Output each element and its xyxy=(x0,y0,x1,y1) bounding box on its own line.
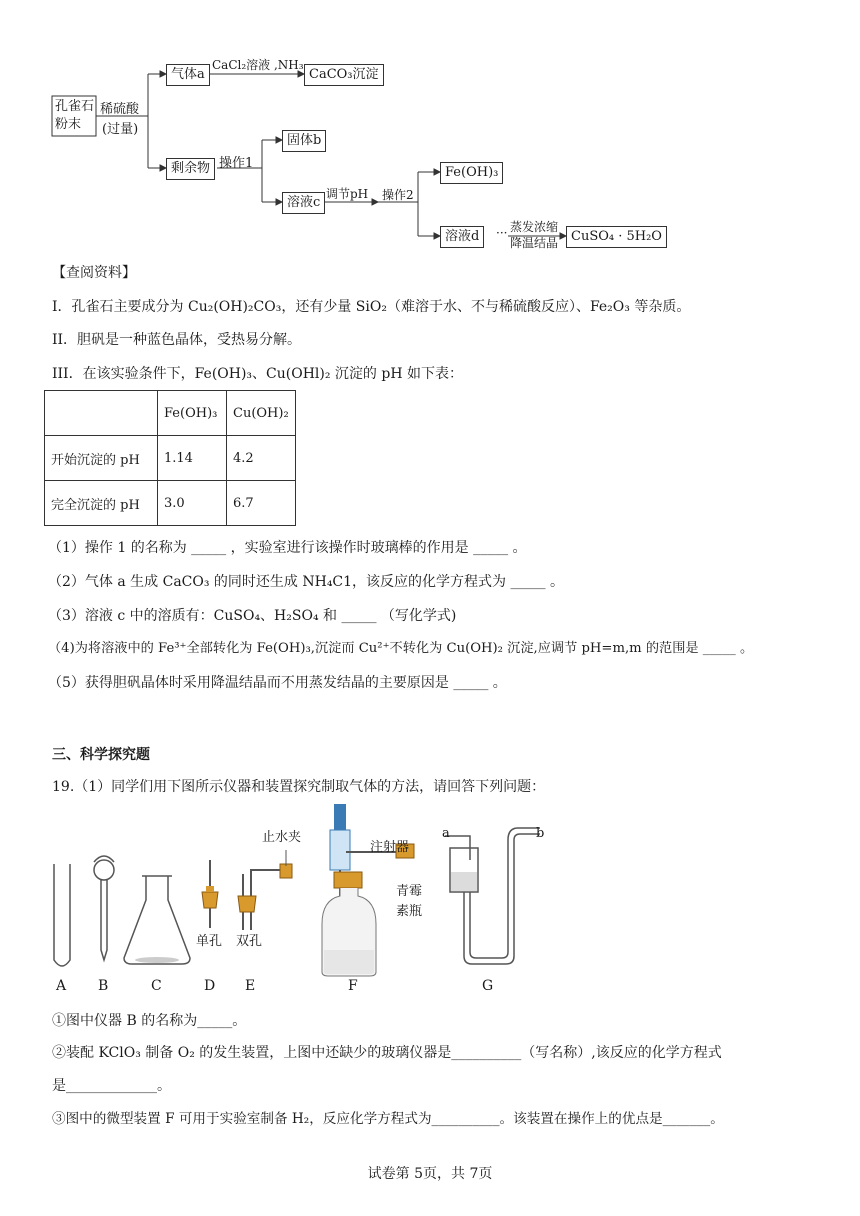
label-g: G xyxy=(482,978,494,994)
label-d: D xyxy=(204,978,216,994)
adjust-ph-label: 调节pH xyxy=(326,187,369,201)
acid-label: 稀硫酸 xyxy=(100,102,140,117)
label-e: E xyxy=(245,978,256,994)
single-hole-label: 单孔 xyxy=(196,934,223,949)
question-19-part-3: ③图中的微型装置 F 可用于实验室制备 H₂，反应化学方程式为__________。该装置在操作上的优点是_______。 xyxy=(52,1111,724,1127)
stopcock-label: 止水夹 xyxy=(262,830,302,845)
question-1: （1）操作 1 的名称为 _____ ，实验室进行该操作时玻璃棒的作用是 _____ 。 xyxy=(48,540,527,556)
evap-label: 蒸发浓缩 xyxy=(510,220,559,234)
table-header-row xyxy=(45,391,296,436)
start-box-line2: 粉末 xyxy=(55,117,82,132)
double-hole-label: 双孔 xyxy=(236,934,263,949)
gas-a-box: 气体a xyxy=(166,64,210,86)
table-row xyxy=(45,436,296,481)
reference-item-1: I．孔雀石主要成分为 Cu₂(OH)₂CO₃，还有少量 SiO₂（难溶于水、不与稀硫酸反应）、Fe₂O₃ 等杂质。 xyxy=(52,299,691,315)
double-hole-stopper-e xyxy=(238,850,292,930)
product-box: CuSO₄ · 5H₂O xyxy=(566,226,667,248)
table-cell: 1.14 xyxy=(158,436,227,481)
ph-table xyxy=(44,390,296,526)
solution-d-box: 溶液d xyxy=(440,226,484,248)
residue-box: 剩余物 xyxy=(166,158,215,180)
question-19-part-1: ①图中仪器 B 的名称为_____。 xyxy=(52,1013,247,1029)
table-header-cell xyxy=(45,391,158,436)
section-3-heading: 三、科学探究题 xyxy=(52,747,150,763)
question-5: （5）获得胆矾晶体时采用降温结晶而不用蒸发结晶的主要原因是 _____ 。 xyxy=(48,675,507,691)
table-row xyxy=(45,481,296,526)
table-cell: 开始沉淀的 pH xyxy=(45,436,158,481)
dots-label: ··· xyxy=(496,226,508,240)
label-c: C xyxy=(151,978,162,994)
start-box xyxy=(55,98,94,134)
bottle-label-line2: 素瓶 xyxy=(396,904,423,919)
solution-c-box: 溶液c xyxy=(282,192,325,214)
port-b-label: b xyxy=(536,826,545,841)
question-3: （3）溶液 c 中的溶质有：CuSO₄、H₂SO₄ 和 _____ （写化学式) xyxy=(48,608,457,624)
table-cell: 3.0 xyxy=(158,481,227,526)
reference-item-3: III．在该实验条件下，Fe(OH)₃、Cu(OHl)₂ 沉淀的 pH 如下表： xyxy=(52,366,463,382)
label-f: F xyxy=(348,978,358,994)
acid-sub: (过量) xyxy=(102,122,139,137)
reference-heading: 【查阅资料】 xyxy=(52,265,136,281)
start-box-line1: 孔雀石 xyxy=(55,99,95,114)
question-2: （2）气体 a 生成 CaCO₃ 的同时还生成 NH₄C1，该反应的化学方程式为 _____ 。 xyxy=(48,574,564,590)
table-header-cell: Cu(OH)₂ xyxy=(227,391,296,436)
test-tube-a xyxy=(54,864,70,966)
syringe-label: 注射器 xyxy=(370,840,410,855)
funnel-b xyxy=(94,860,114,880)
page-footer: 试卷第 5页，共 7页 xyxy=(367,1166,493,1182)
u-tube-g xyxy=(445,828,540,964)
bottle-label xyxy=(396,882,422,922)
question-19-part-2: ②装配 KClO₃ 制备 O₂ 的发生装置，上图中还缺少的玻璃仪器是__________（写名称）,该反应的化学方程式 xyxy=(52,1045,722,1061)
solid-b-box: 固体b xyxy=(282,130,326,152)
table-header-cell: Fe(OH)₃ xyxy=(158,391,227,436)
port-a-label: a xyxy=(442,826,450,841)
label-b: B xyxy=(98,978,109,994)
feoh3-box: Fe(OH)₃ xyxy=(440,162,503,184)
question-19-part-2-cont: 是_____________。 xyxy=(52,1078,171,1094)
cool-label: 降温结晶 xyxy=(510,236,559,250)
single-hole-stopper-d xyxy=(202,860,218,928)
table-cell: 4.2 xyxy=(227,436,296,481)
question-4: （4)为将溶液中的 Fe³⁺全部转化为 Fe(OH)₃,沉淀而 Cu²⁺不转化为 Cu(OH)₂ 沉淀,应调节 pH=m,m 的范围是 _____ 。 xyxy=(48,641,754,656)
table-cell: 完全沉淀的 pH xyxy=(45,481,158,526)
reagent-label: CaCl₂溶液 ,NH₃ xyxy=(212,58,304,72)
op2-label: 操作2 xyxy=(382,188,414,202)
question-19-intro: 19.（1）同学们用下图所示仪器和装置探究制取气体的方法，请回答下列问题： xyxy=(52,779,546,795)
bottle-label-line1: 青霉 xyxy=(396,884,423,899)
reference-item-2: II．胆矾是一种蓝色晶体，受热易分解。 xyxy=(52,332,302,348)
conical-flask-c xyxy=(124,876,190,964)
table-cell: 6.7 xyxy=(227,481,296,526)
apparatus-figure xyxy=(0,800,860,1000)
label-a: A xyxy=(56,978,67,994)
caco3-box: CaCO₃沉淀 xyxy=(304,64,384,86)
op1-label: 操作1 xyxy=(219,156,254,171)
